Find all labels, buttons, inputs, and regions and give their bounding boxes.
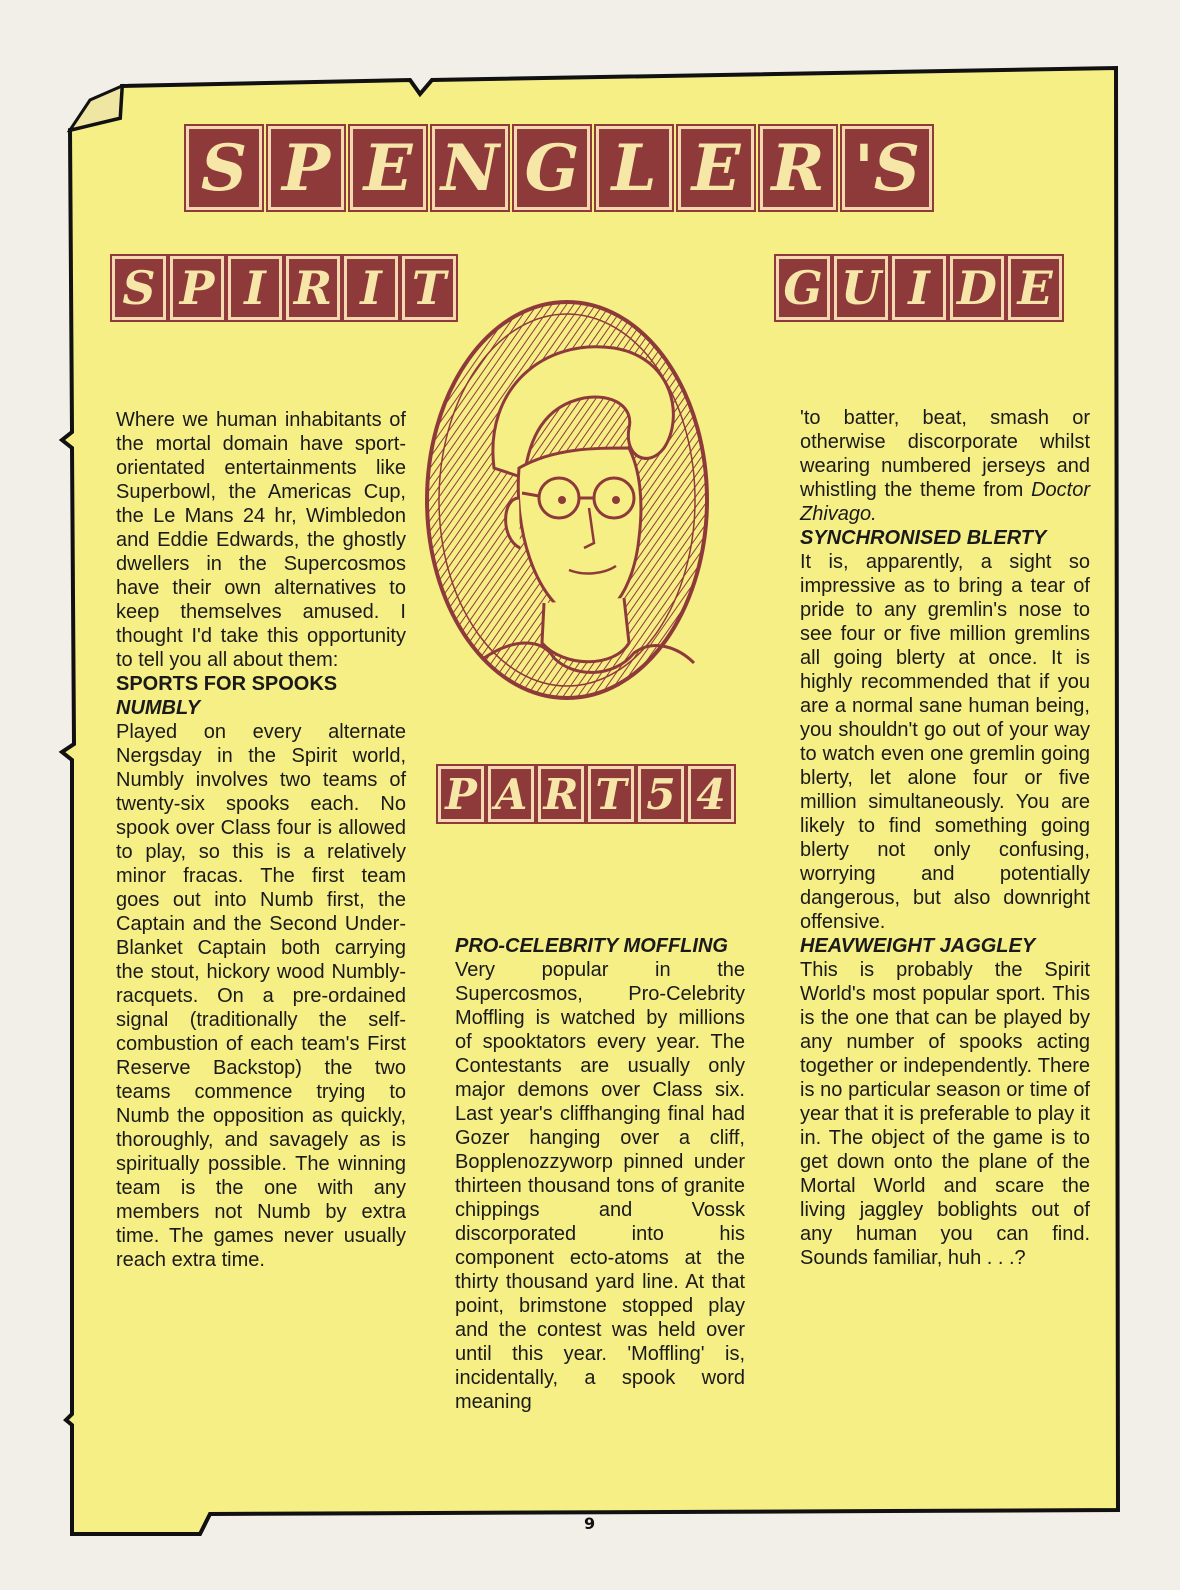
guide-letter: G — [776, 256, 830, 320]
page-number: 9 — [584, 1514, 596, 1533]
title-letter: L — [596, 126, 672, 210]
guide-letter: D — [950, 256, 1004, 320]
part-letter: 5 — [638, 766, 684, 822]
spirit-letter: I — [344, 256, 398, 320]
guide-letter: E — [1008, 256, 1062, 320]
column-3 — [800, 406, 1090, 1270]
part-letter: T — [588, 766, 634, 822]
title-letter: E — [678, 126, 754, 210]
jaggley-heading: HEAVWEIGHT JAGGLEY — [800, 935, 1036, 957]
continued-paragraph — [800, 406, 1090, 526]
continued-text: 'to batter, beat, smash or otherwise discorporate whilst wearing numbered jerseys and whistling the theme from — [800, 407, 1090, 501]
blerty-paragraph: It is, apparently, a sight so impressive as to bring a tear of pride to any gremlin's nose to see four or five million gremlins all going blerty at once. It is highly recommended that if you are a normal sane human being, you shouldn't go out of your way to watch even one gremlin going blerty, let alone four or five million simultaneously. You are likely to find something going blerty not only confusing, worrying and potentially dangerous, but also downright offensive. — [800, 551, 1090, 933]
numbly-paragraph: Played on every alternate Nergsday in the Spirit world, Numbly involves two teams of twenty-six spooks each. No spook over Class four is allowed to play, so this is a relatively minor fracas. The first team goes out into Numb first, the Captain and the Second Under-Blanket Captain both carrying the stout, hickory wood Numbly-racquets. On a pre-ordained signal (traditionally the self-combustion of each team's First Reserve Backstop) the two teams commence trying to Numb the opposition as quickly, thoroughly, and savagely as is spiritually possible. The winning team is the one with any members not Numb by extra time. The games never usually reach extra time. — [116, 721, 406, 1271]
title-guide — [776, 256, 1062, 320]
column-1 — [116, 408, 406, 1272]
title-letter: R — [760, 126, 836, 210]
part-letter: A — [488, 766, 534, 822]
spirit-letter: T — [402, 256, 456, 320]
numbly-heading: NUMBLY — [116, 697, 201, 719]
part-letter: R — [538, 766, 584, 822]
guide-letter: U — [834, 256, 888, 320]
spirit-letter: I — [228, 256, 282, 320]
intro-paragraph: Where we human inhabitants of the mortal domain have sport-orientated entertainments like Superbowl, the Americas Cup, the Le Mans 24 hr, Wimbledon and Eddie Edwards, the ghostly dwellers in the Supercosmos have their own alternatives to keep themselves amused. I thought I'd take this opportunity to tell you all about them: — [116, 409, 406, 671]
title-letter: G — [514, 126, 590, 210]
blerty-heading: SYNCHRONISED BLERTY — [800, 527, 1047, 549]
column-2 — [455, 934, 745, 1414]
section-heading: SPORTS FOR SPOOKS — [116, 673, 338, 695]
title-letter: 'S — [842, 126, 932, 210]
continued-italic: Doctor Zhivago. — [800, 479, 1090, 525]
guide-letter: I — [892, 256, 946, 320]
moffling-heading: PRO-CELEBRITY MOFFLING — [455, 935, 728, 957]
part-letter: P — [438, 766, 484, 822]
portrait-illustration — [424, 298, 710, 702]
jaggley-paragraph: This is probably the Spirit World's most popular sport. This is the one that can be played by any number of spooks acting together or independently. There is no particular season or time of year that it is preferable to play it in. The object of the game is to get down onto the plane of the Mortal World and scare the living jaggley boblights out of any human you can find. Sounds familiar, huh . . .? — [800, 959, 1090, 1269]
title-letter: P — [268, 126, 344, 210]
spirit-letter: R — [286, 256, 340, 320]
title-spirit — [112, 256, 456, 320]
moffling-paragraph: Very popular in the Supercosmos, Pro-Celebrity Moffling is watched by millions of spooktators every year. The Contestants are usually only major demons over Class six. Last year's cliffhanging final had Gozer hanging over a cliff, Bopplenozzyworp pinned under thirteen thousand tons of granite chippings and Vossk discorporated into his component ecto-atoms at the thirty thousand yard line. At that point, brimstone stopped play and the contest was held over until this year. 'Moffling' is, incidentally, a spook word meaning — [455, 959, 745, 1413]
title-letter: N — [432, 126, 508, 210]
spirit-letter: P — [170, 256, 224, 320]
title-part-54 — [438, 766, 734, 822]
title-spenglers — [186, 126, 932, 210]
part-letter: 4 — [688, 766, 734, 822]
title-letter: S — [186, 126, 262, 210]
spirit-letter: S — [112, 256, 166, 320]
title-letter: E — [350, 126, 426, 210]
